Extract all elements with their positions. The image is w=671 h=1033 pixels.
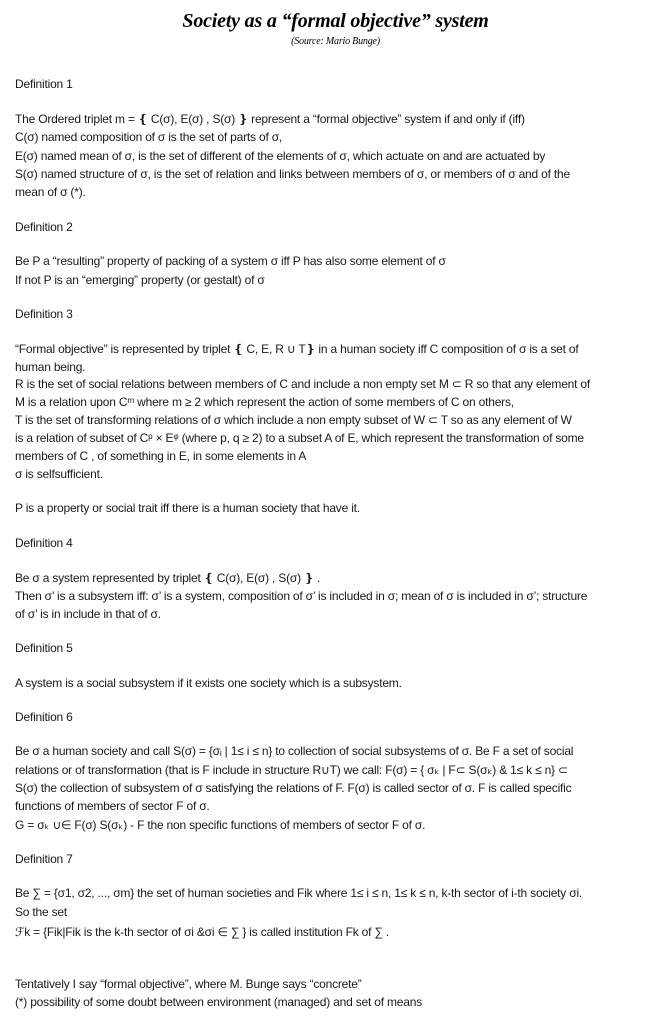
heading-definition-3: Definition 3 — [15, 307, 73, 321]
heading-definition-2: Definition 2 — [15, 220, 73, 234]
text-line: of σ’ is in include in that of σ. — [15, 607, 161, 621]
text-line: E(σ) named mean of σ, is the set of different of the elements of σ, which actuate on and are actuated by — [15, 149, 546, 163]
text-line: The Ordered triplet m = ❴ C(σ), E(σ) , S(σ) ❵ represent a “formal objective” system if and only if (iff) — [15, 112, 525, 126]
text-line: human being. — [15, 360, 86, 374]
text-line: Then σ’ is a subsystem iff: σ’ is a system, composition of σ’ is included in σ; mean of σ is included in σ’; structure — [15, 589, 588, 603]
text-line: M is a relation upon Cᵐ where m ≥ 2 which represent the action of some members of C on others, — [15, 395, 514, 409]
text-line: S(σ) the collection of subsystem of σ satisfying the relations of F. F(σ) is called sector of σ. F is called specific — [15, 781, 572, 795]
text-line: S(σ) named structure of σ, is the set of relation and links between members of σ, or members of σ and of the — [15, 167, 570, 181]
document-title: Society as a “formal objective” system — [182, 10, 489, 32]
heading-definition-4: Definition 4 — [15, 536, 73, 550]
text-line: is a relation of subset of Cᵖ × Eᵠ (where p, q ≥ 2) to a subset A of E, which represent the transformation of some — [15, 431, 584, 445]
text-line: ℱk = {Fik|Fik is the k-th sector of σi &σi ∈ ∑ } is called institution Fk of ∑ . — [15, 925, 390, 939]
text-line: P is a property or social trait iff there is a human society that have it. — [15, 501, 360, 515]
text-line: relations or of transformation (that is F include in structure R∪T) we call: F(σ) = { σₖ | F⊂ S(σₖ) & 1≤ k ≤ n} ⊂ — [15, 763, 568, 777]
text-line: G = σₖ ∪∈ F(σ) S(σₖ) - F the non specific functions of members of sector F of σ. — [15, 818, 426, 832]
text-line: functions of members of sector F of σ. — [15, 799, 210, 813]
text-line: Tentatively I say “formal objective”, where M. Bunge says “concrete” — [15, 977, 362, 991]
heading-definition-5: Definition 5 — [15, 641, 73, 655]
text-line: Be σ a human society and call S(σ) = {σᵢ | 1≤ i ≤ n} to collection of social subsystems of σ. Be F a set of social — [15, 744, 574, 758]
text-line: Be ∑ = {σ1, σ2, ..., σm} the set of human societies and Fik where 1≤ i ≤ n, 1≤ k ≤ n, k-th sector of i-th society σi. — [15, 886, 583, 900]
heading-definition-7: Definition 7 — [15, 852, 73, 866]
heading-definition-1: Definition 1 — [15, 77, 73, 91]
document-source: (Source: Mario Bunge) — [291, 36, 380, 47]
text-line: “Formal objective” is represented by triplet ❴ C, E, R ∪ T❵ in a human society iff C composition of σ is a set of — [15, 342, 579, 356]
text-line: T is the set of transforming relations of σ which include a non empty subset of W ⊂ T so as any element of W — [15, 413, 572, 427]
text-line: members of C , of something in E, in some elements in A — [15, 449, 307, 463]
text-line: mean of σ (*). — [15, 185, 86, 199]
text-line: Be P a “resulting” property of packing of a system σ iff P has also some element of σ — [15, 254, 446, 268]
text-line: If not P is an “emerging” property (or gestalt) of σ — [15, 273, 265, 287]
footnote: (*) possibility of some doubt between environment (managed) and set of means — [15, 995, 423, 1009]
text-line: Be σ a system represented by triplet ❴ C(σ), E(σ) , S(σ) ❵ . — [15, 571, 321, 585]
text-line: C(σ) named composition of σ is the set of parts of σ, — [15, 130, 283, 144]
heading-definition-6: Definition 6 — [15, 710, 73, 724]
text-line: R is the set of social relations between members of C and include a non empty set M ⊂ R so that any element of — [15, 377, 591, 391]
text-line: So the set — [15, 905, 68, 919]
text-line: A system is a social subsystem if it exists one society which is a subsystem. — [15, 676, 402, 690]
text-line: σ is selfsufficient. — [15, 467, 103, 481]
